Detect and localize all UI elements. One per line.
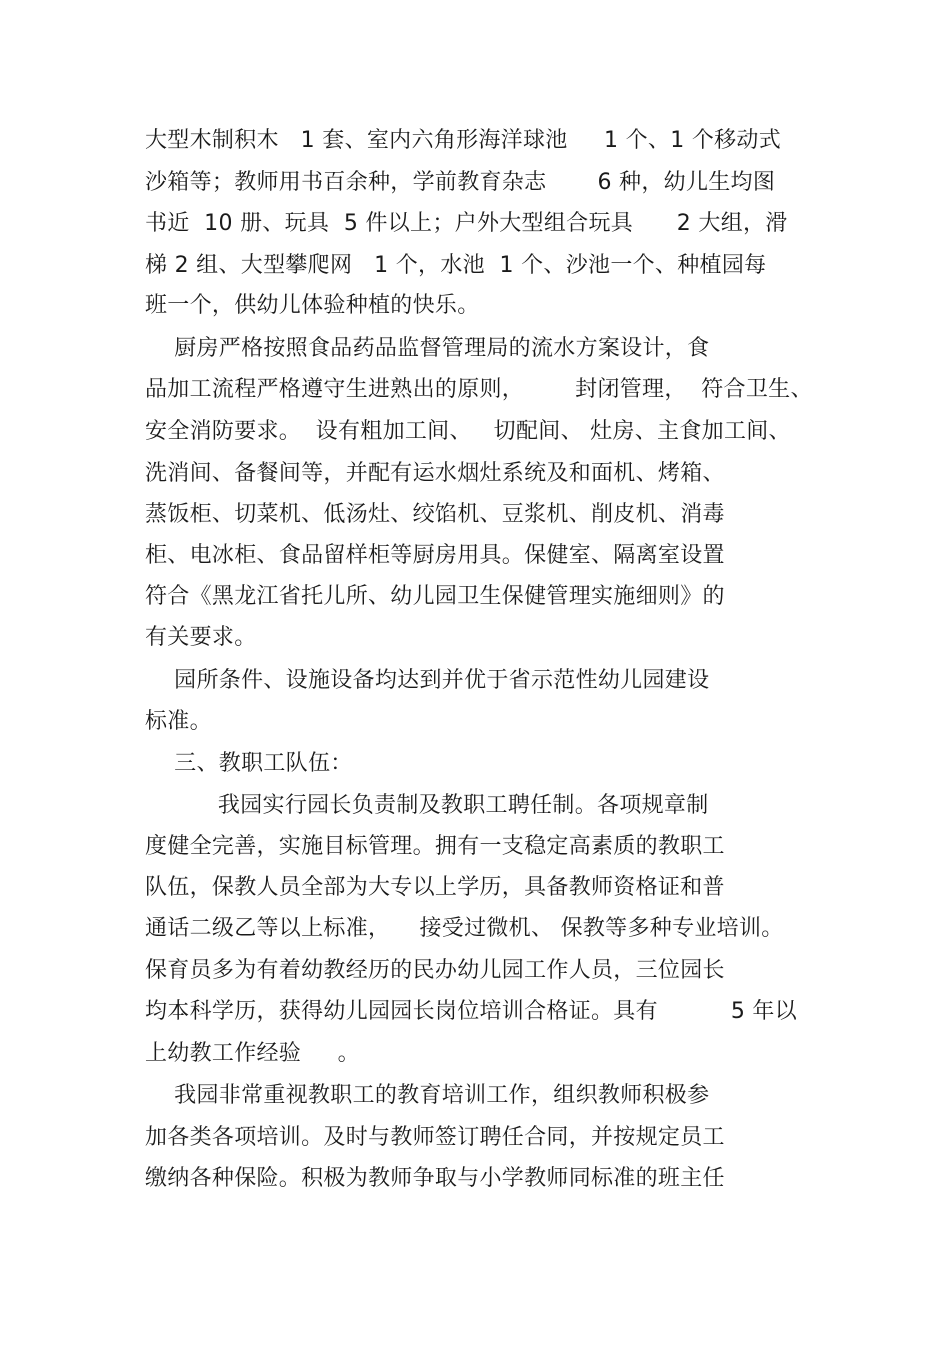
text-line: 安全消防要求。 设有粗加工间、 切配间、 灶房、主食加工间、 [145, 419, 791, 444]
text-line: 符合《黑龙江省托儿所、幼儿园卫生保健管理实施细则》的 [145, 584, 725, 609]
text-line: 我园非常重视教职工的教育培训工作，组织教师积极参 [145, 1083, 710, 1108]
text-line: 保育员多为有着幼教经历的民办幼儿园工作人员，三位园长 [145, 958, 725, 983]
text-line: 标准。 [145, 709, 212, 734]
section-heading: 三、教职工队伍： [145, 751, 353, 776]
text-line: 沙箱等；教师用书百余种，学前教育杂志 6 种，幼儿生均图 [145, 170, 776, 195]
text-line: 上幼教工作经验 。 [145, 1041, 360, 1066]
text-line: 班一个，供幼儿体验种植的快乐。 [145, 293, 480, 318]
text-line: 蒸饭柜、切菜机、低汤灶、绞馅机、豆浆机、削皮机、消毒 [145, 502, 725, 527]
text-line: 通话二级乙等以上标准， 接受过微机、 保教等多种专业培训。 [145, 916, 784, 941]
text-line: 有关要求。 [145, 625, 257, 650]
text-line: 均本科学历，获得幼儿园园长岗位培训合格证。具有 5 年以 [145, 999, 798, 1024]
text-line: 柜、电冰柜、食品留样柜等厨房用具。保健室、隔离室设置 [145, 543, 725, 568]
text-line: 厨房严格按照食品药品监督管理局的流水方案设计，食 [145, 336, 710, 361]
text-line: 洗消间、备餐间等，并配有运水烟灶系统及和面机、烤箱、 [145, 461, 725, 486]
text-line: 队伍，保教人员全部为大专以上学历，具备教师资格证和普 [145, 875, 725, 900]
text-line: 大型木制积木 1 套、室内六角形海洋球池 1 个、1 个移动式 [145, 128, 782, 153]
text-line: 书近 10 册、玩具 5 件以上；户外大型组合玩具 2 大组，滑 [145, 211, 788, 236]
text-line: 园所条件、设施设备均达到并优于省示范性幼儿园建设 [145, 668, 710, 693]
text-line: 品加工流程严格遵守生进熟出的原则， 封闭管理， 符合卫生、 [145, 377, 813, 402]
text-line: 加各类各项培训。及时与教师签订聘任合同，并按规定员工 [145, 1125, 725, 1150]
text-line: 梯 2 组、大型攀爬网 1 个，水池 1 个、沙池一个、种植园每 [145, 253, 767, 278]
text-line: 我园实行园长负责制及教职工聘任制。各项规章制 [145, 793, 709, 818]
text-line: 缴纳各种保险。积极为教师争取与小学教师同标准的班主任 [145, 1166, 725, 1191]
text-line: 度健全完善，实施目标管理。拥有一支稳定高素质的教职工 [145, 834, 725, 859]
